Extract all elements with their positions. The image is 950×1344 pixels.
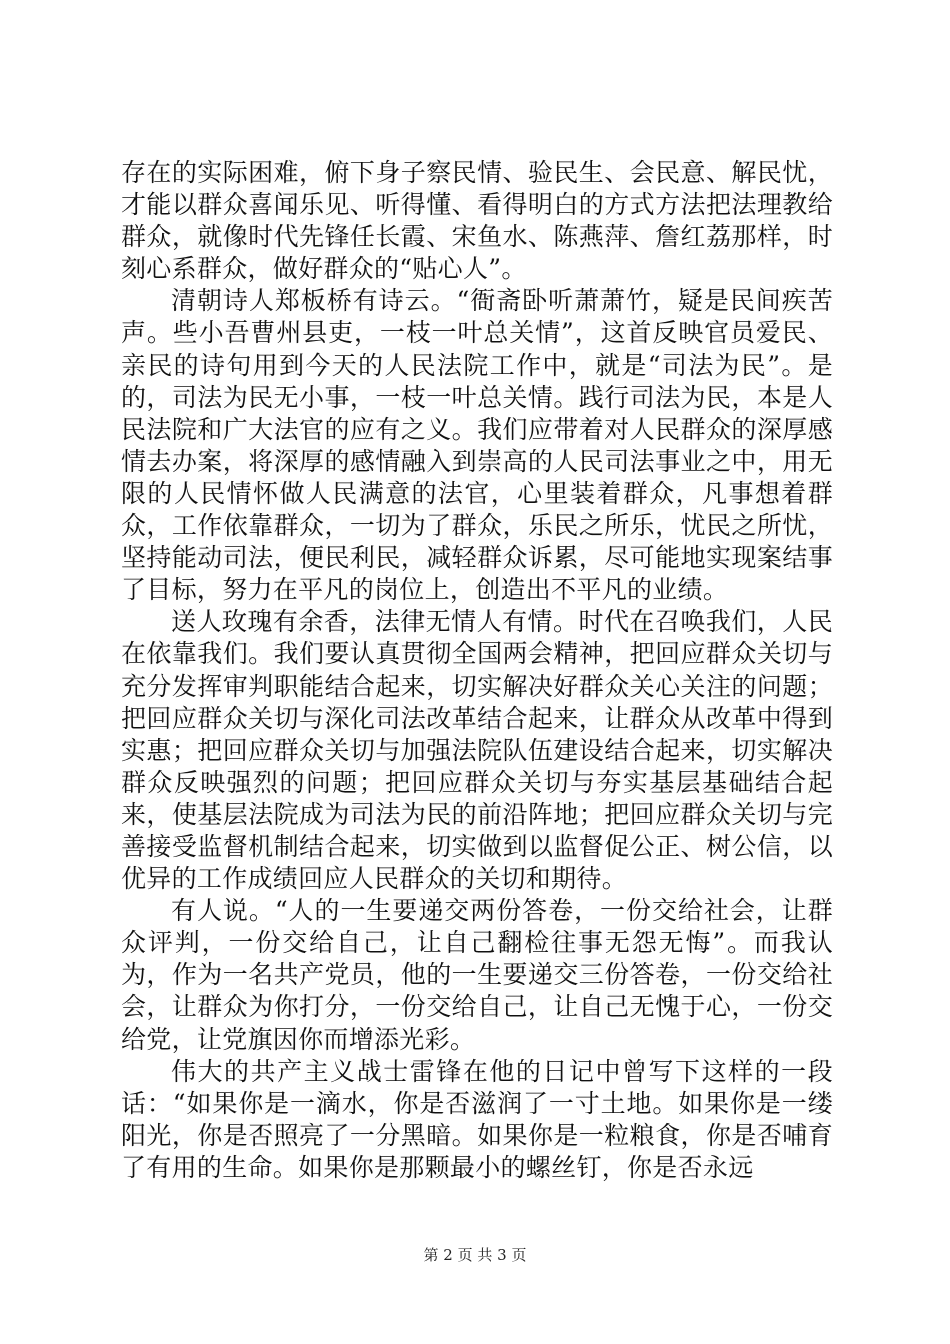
page-footer: 第 2 页 共 3 页	[423, 1246, 527, 1264]
paragraph-2: 清朝诗人郑板桥有诗云。“衙斋卧听萧萧竹，疑是民间疾苦声。些小吾曹州县吏，一枝一叶总关情”，这首反映官员爱民、亲民的诗句用到今天的人民法院工作中，就是“司法为民”。是的，司法为民无小事，一枝一叶总关情。践行司法为民，本是人民法院和广大法官的应有之义。我们应带着对人民群众的深厚感情去办案，将深厚的感情融入到崇高的人民司法事业之中，用无限的人民情怀做人民满意的法官，心里装着群众，凡事想着群众，工作依靠群众，一切为了群众，乐民之所乐，忧民之所忧，坚持能动司法，便民利民，减轻群众诉累，尽可能地实现案结事了目标，努力在平凡的岗位上，创造出不平凡的业绩。	[121, 286, 833, 605]
paragraph-3: 送人玫瑰有余香，法律无情人有情。时代在召唤我们，人民在依靠我们。我们要认真贯彻全国两会精神，把回应群众关切与充分发挥审判职能结合起来，切实解决好群众关心关注的问题；把回应群众关切与深化司法改革结合起来，让群众从改革中得到实惠；把回应群众关切与加强法院队伍建设结合起来，切实解决群众反映强烈的问题；把回应群众关切与夯实基层基础结合起来，使基层法院成为司法为民的前沿阵地；把回应群众关切与完善接受监督机制结合起来，切实做到以监督促公正、树公信，以优异的工作成绩回应人民群众的关切和期待。	[121, 607, 833, 894]
paragraph-4: 有人说。“人的一生要递交两份答卷，一份交给社会，让群众评判，一份交给自己，让自己翻检往事无怨无悔”。而我认为，作为一名共产党员，他的一生要递交三份答卷，一份交给社会，让群众为你打分，一份交给自己，让自己无愧于心，一份交给党，让党旗因你而增添光彩。	[121, 896, 833, 1054]
paragraph-5: 伟大的共产主义战士雷锋在他的日记中曾写下这样的一段话：“如果你是一滴水，你是否滋润了一寸土地。如果你是一缕阳光，你是否照亮了一分黑暗。如果你是一粒粮食，你是否哺育了有用的生命。如果你是那颗最小的螺丝钉，你是否永远	[121, 1056, 833, 1182]
document-body	[121, 157, 833, 1184]
paragraph-1: 存在的实际困难，俯下身子察民情、验民生、会民意、解民忧，才能以群众喜闻乐见、听得懂、看得明白的方式方法把法理教给群众，就像时代先锋任长霞、宋鱼水、陈燕萍、詹红荔那样，时刻心系群众，做好群众的“贴心人”。	[121, 158, 833, 284]
